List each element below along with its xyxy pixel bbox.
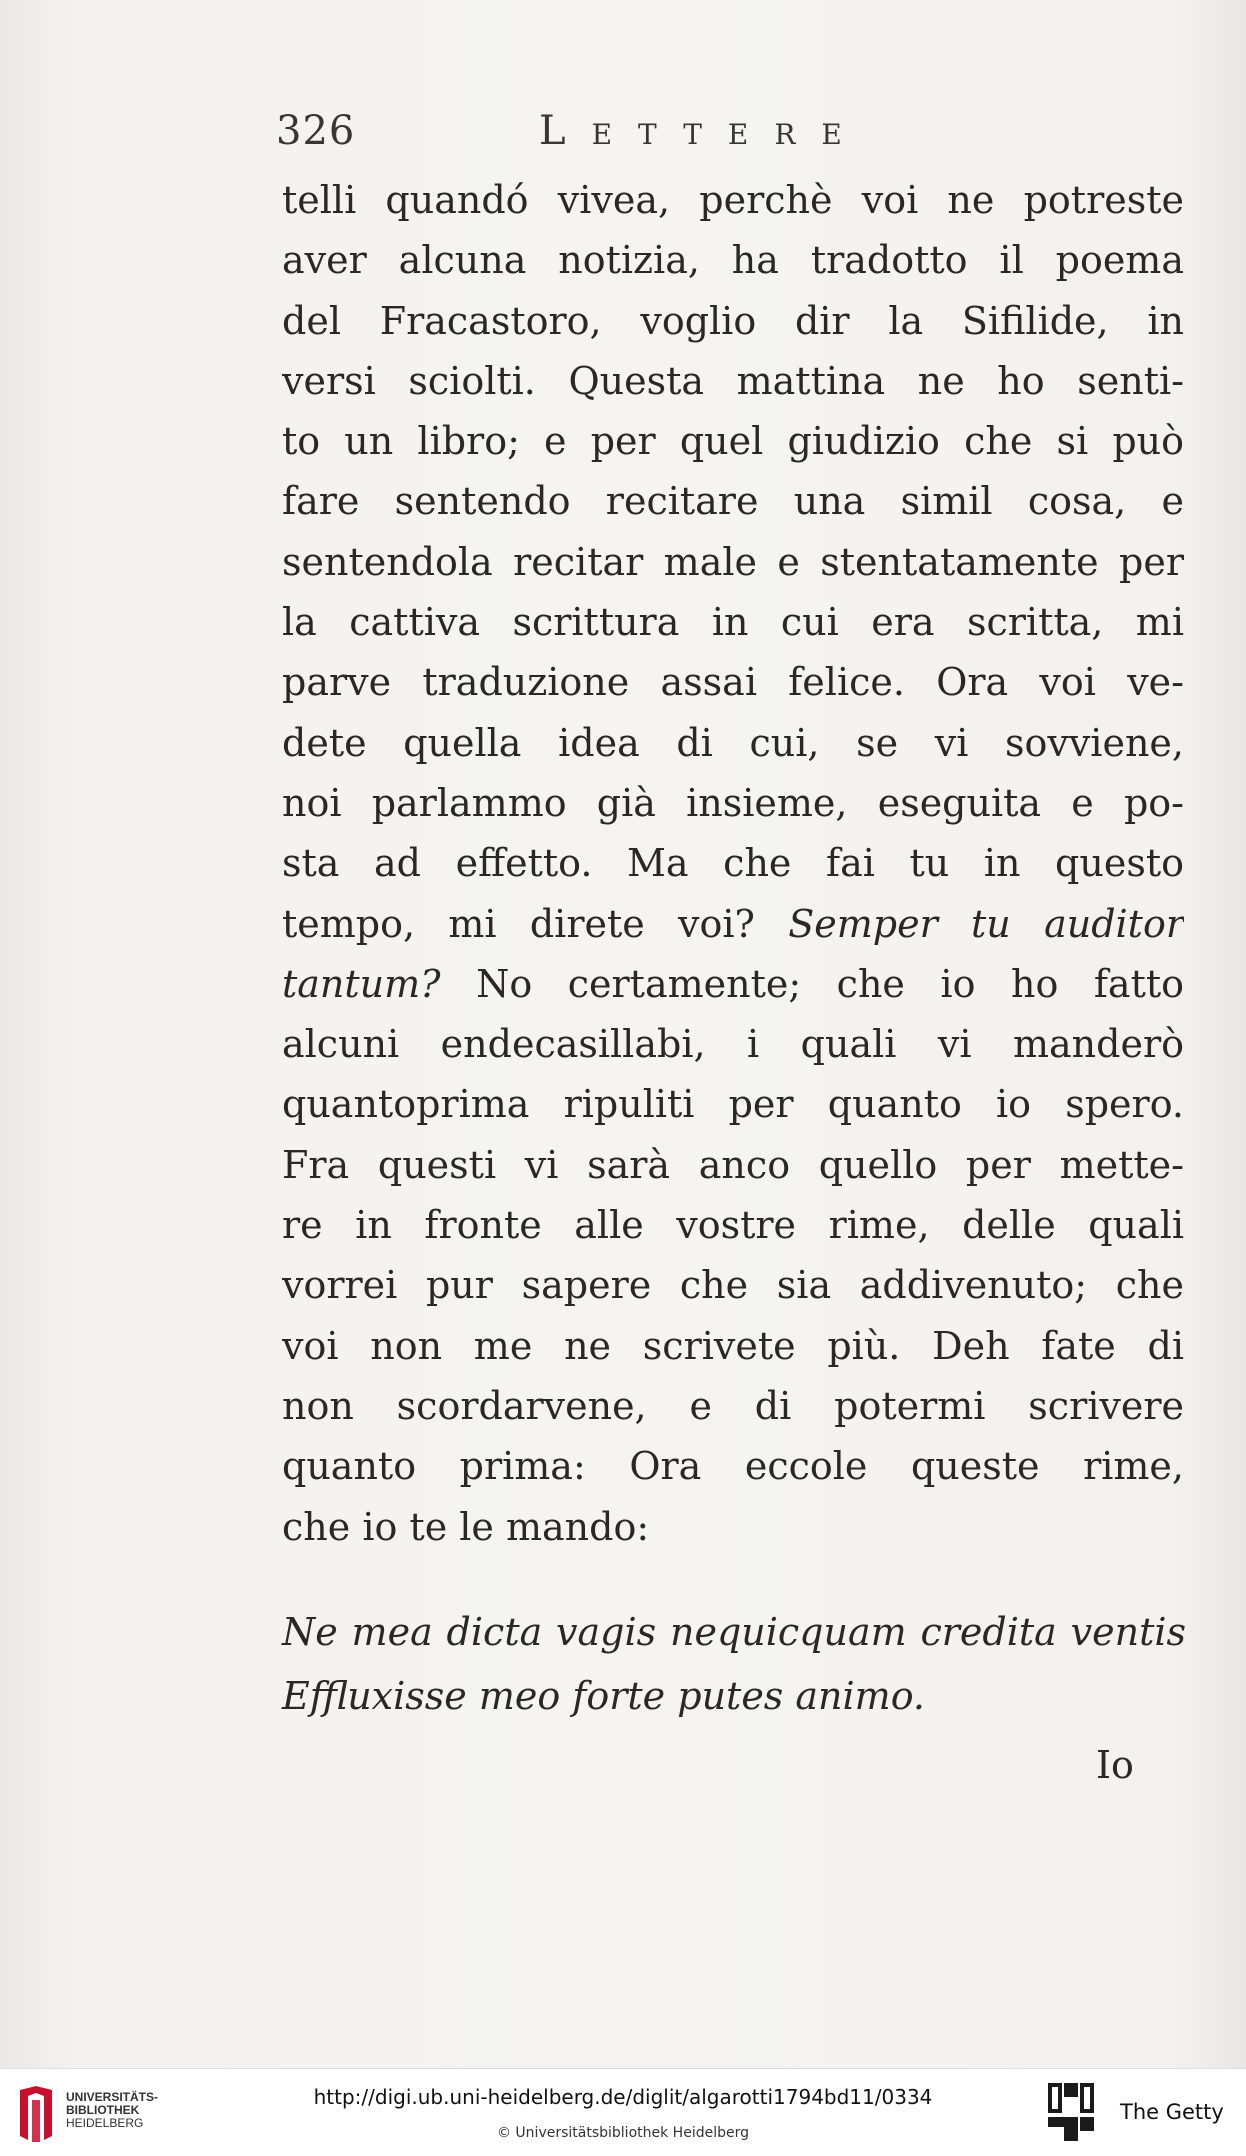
text-line: voi non me ne scrivete più. Deh fate di: [282, 1323, 1184, 1368]
text-line: versi sciolti. Questa mattina ne ho senti-: [282, 358, 1184, 403]
sponsor-name: The Getty: [1120, 2100, 1224, 2124]
text-line: sta ad effetto. Ma che fai tu in questo: [282, 841, 1184, 886]
text-line: sentendola recitar male e stentatamente per: [282, 539, 1184, 584]
permalink-url[interactable]: http://digi.ub.uni-heidelberg.de/diglit/algarotti1794bd11/0334: [313, 2085, 933, 2109]
library-name-line: HEIDELBERG: [66, 2116, 144, 2130]
text-line: non scordarvene, e di potermi scrivere: [282, 1383, 1184, 1428]
text-line: alcuni endecasillabi, i quali vi manderò: [282, 1022, 1184, 1067]
latin-verse: [282, 1600, 1186, 1728]
text-line: del Fracastoro, voglio dir la Sifilide, in: [282, 298, 1184, 343]
text-line: fare sentendo recitare una simil cosa, e: [282, 479, 1184, 524]
verse-line: Effluxisse meo forte putes animo.: [282, 1674, 925, 1718]
footer-bar: [0, 2068, 1246, 2156]
text-line: quanto prima: Ora eccole queste rime,: [282, 1444, 1184, 1489]
latin-quote: Semper tu auditor: [788, 901, 1184, 946]
latin-quote: tantum?: [282, 961, 441, 1006]
text-line: Fra questi vi sarà anco quello per mette-: [282, 1142, 1184, 1187]
page-number: 326: [276, 108, 356, 154]
text-line: telli quandó vivea, perchè voi ne potreste: [282, 178, 1184, 222]
text-line: la cattiva scrittura in cui era scritta, mi: [282, 600, 1184, 645]
text-line: noi parlammo già insieme, eseguita e po-: [282, 780, 1184, 825]
text-segment: No certamente; che io ho fatto: [476, 961, 1184, 1006]
text-line: che io te le mando:: [282, 1504, 650, 1549]
text-line: aver alcuna notizia, ha tradotto il poema: [282, 238, 1184, 283]
running-title: Lettere: [539, 108, 868, 154]
text-line-mixed: [282, 954, 1184, 1014]
text-line: to un libro; e per quel giudizio che si può: [282, 419, 1184, 464]
text-line: re in fronte alle vostre rime, delle quali: [282, 1203, 1184, 1248]
text-line: parve traduzione assai felice. Ora voi ve-: [282, 660, 1184, 705]
getty-logo-icon: [1046, 2081, 1100, 2143]
text-line-mixed: [282, 894, 1184, 954]
text-segment: tempo, mi direte voi?: [282, 901, 755, 946]
running-head: [276, 108, 976, 168]
text-line: vorrei pur sapere che sia addivenuto; che: [282, 1263, 1184, 1308]
verse-line: Ne mea dicta vagis nequicquam credita ventis: [282, 1610, 1186, 1654]
library-name-line: UNIVERSITÄTS-: [66, 2090, 159, 2104]
catchword: Io: [1096, 1743, 1134, 1787]
text-line: dete quella idea di cui, se vi sovviene,: [282, 720, 1184, 765]
library-name-line: BIBLIOTHEK: [66, 2103, 140, 2117]
copyright-notice: © Universitätsbibliothek Heidelberg: [496, 2125, 749, 2141]
text-line: quantoprima ripuliti per quanto io spero.: [282, 1082, 1184, 1127]
letter-body: [282, 170, 1184, 1557]
